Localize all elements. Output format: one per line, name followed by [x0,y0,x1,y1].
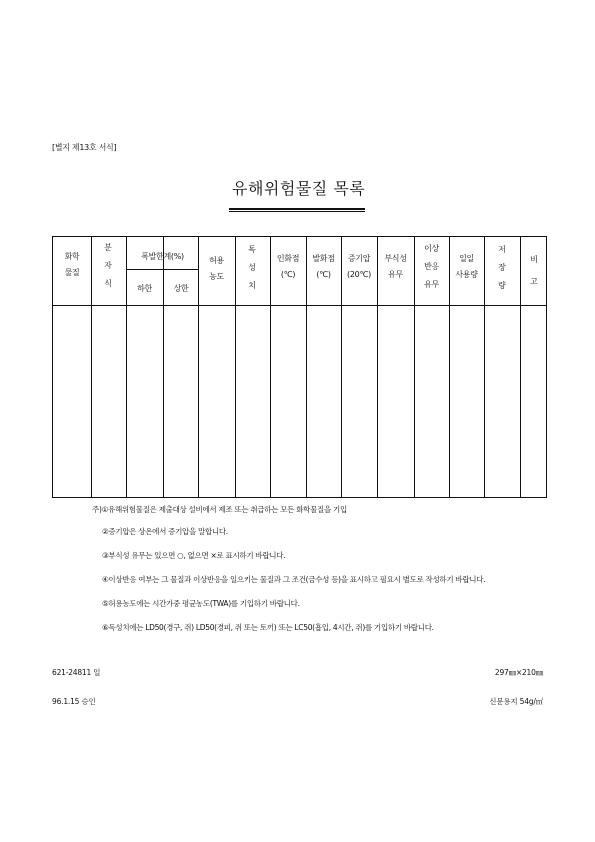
header-divider [53,305,546,306]
column-divider [126,237,127,497]
column-divider [520,237,521,497]
column-divider [235,237,236,497]
note-5: ⑤허용농도에는 시간가중 평균농도(TWA)를 기입하기 바랍니다. [102,599,300,608]
footer-paper-size: 297㎜×210㎜ [494,668,543,677]
header-ignition-point: 발화점 (℃) [312,254,335,279]
header-vapor-pressure: 증기압 (20℃) [347,254,371,279]
note-6: ⑥독성치에는 LD50(경구, 쥐) LD50(경피, 쥐 또는 토끼) 또는 LC50(흡입, 4시간, 쥐)를 기입하기 바랍니다. [102,623,434,632]
subheader-divider [126,269,199,270]
header-storage: 저 장 량 [498,245,506,290]
footer-paper-type: 신문용지 54g/㎡ [489,697,543,706]
header-molecular: 분 자 식 [104,243,112,288]
column-divider [91,237,92,497]
header-corrosive: 부식성 유무 [384,254,407,279]
title-underline [229,208,365,210]
header-daily-use: 일일 사용량 [455,254,478,279]
header-chemical: 화학 물질 [64,252,80,277]
header-lower: 하한 [137,284,152,293]
header-upper: 상한 [173,284,189,293]
header-remarks: 비 고 [530,255,538,286]
note-1: 주)①유해위험물질은 제출대상 설비에서 제조 또는 취급하는 모든 화학물질을 기입 [92,505,347,514]
column-divider [484,237,485,497]
header-reaction: 이상 반응 유무 [424,244,439,289]
title-underline-thin [229,211,365,212]
header-explosion-limit: 폭발한계(%) [141,252,184,261]
header-toxicity: 독 성 치 [248,245,256,290]
note-4: ④이상반응 여부는 그 물질과 이상반응을 일으키는 물질과 그 조건(금수성 등)을 표시하고 필요시 별도로 작성하기 바랍니다. [102,575,486,584]
footer-form-number: 621-24811 일 [52,668,101,677]
form-label: [별지 제13호 서식] [52,143,117,152]
footer-approval-date: 96.1.15 승인 [52,697,96,706]
note-2: ②증기압은 상온에서 증기압을 말합니다. [102,527,228,536]
hazardous-substance-table [52,236,547,498]
header-exposure: 허용 농도 [209,256,224,281]
column-divider [163,237,164,497]
page-title: 유해위험물질 목록 [232,179,366,198]
note-3: ③부식성 유무는 있으면 ○, 없으면 ×로 표시하기 바랍니다. [102,551,286,560]
header-flash-point: 인화점 (℃) [276,254,300,279]
